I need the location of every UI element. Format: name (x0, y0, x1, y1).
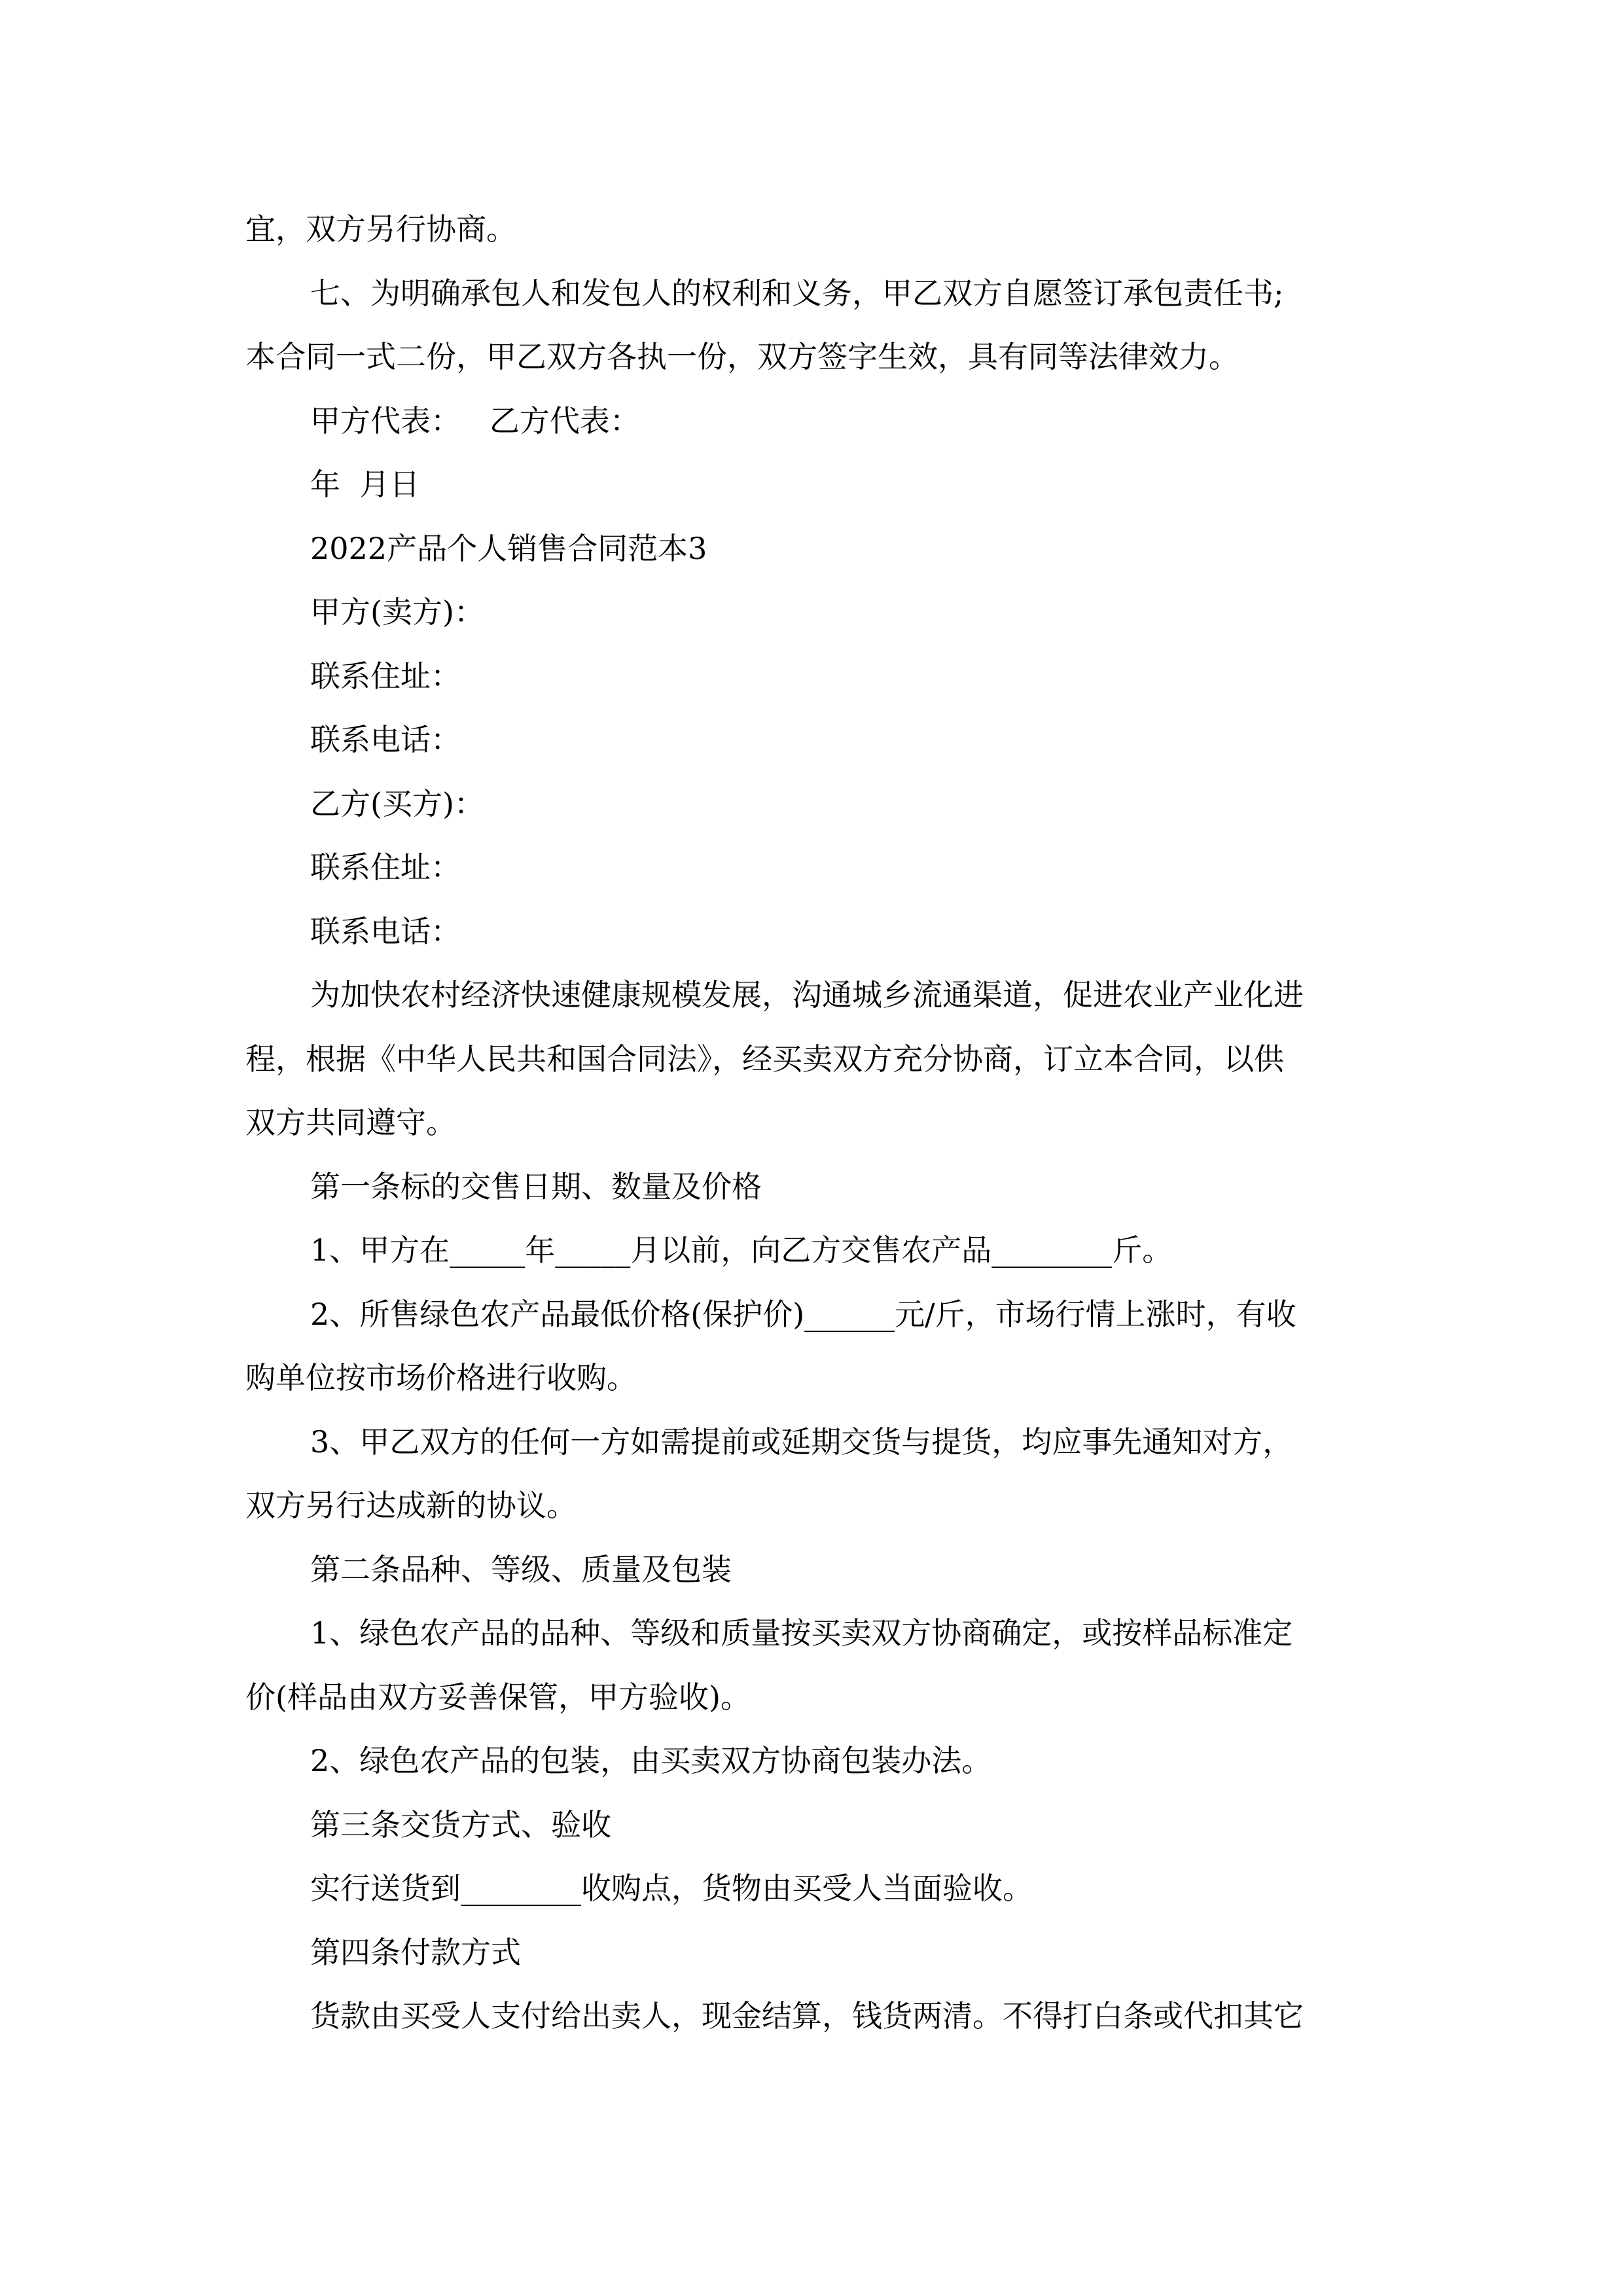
paragraph-line: 2、绿色农产品的包装，由买卖双方协商包装办法。 (310, 1743, 992, 1778)
paragraph-line: 七、为明确承包人和发包人的权利和义务，甲乙双方自愿签订承包责任书; (310, 276, 1284, 311)
paragraph-line: 宜，双方另行协商。 (245, 211, 516, 247)
article-heading: 第二条品种、等级、质量及包装 (310, 1552, 732, 1587)
article-heading: 第三条交货方式、验收 (310, 1807, 611, 1842)
article-heading: 第四条付款方式 (310, 1935, 521, 1970)
party-b-phone-label: 联系电话： (310, 914, 461, 949)
paragraph-line: 程，根据《中华人民共和国合同法》，经买卖双方充分协商，订立本合同，以供 (245, 1041, 1284, 1077)
date-line: 年 月日 (310, 467, 420, 502)
paragraph-line: 双方共同遵守。 (245, 1105, 456, 1140)
paragraph-line: 1、甲方在_____年_____月以前，向乙方交售农产品________斤。 (310, 1232, 1173, 1268)
contract-title: 2022产品个人销售合同范本3 (310, 531, 707, 566)
article-heading: 第一条标的交售日期、数量及价格 (310, 1169, 762, 1204)
paragraph-line: 1、绿色农产品的品种、等级和质量按买卖双方协商确定，或按样品标准定 (310, 1615, 1293, 1651)
paragraph-line: 购单位按市场价格进行收购。 (245, 1360, 637, 1395)
party-a-phone-label: 联系电话： (310, 722, 461, 757)
party-a-address-label: 联系住址： (310, 658, 461, 694)
paragraph-line: 实行送货到________收购点，货物由买受人当面验收。 (310, 1871, 1033, 1906)
party-b-address-label: 联系住址： (310, 850, 461, 885)
paragraph-line: 2、所售绿色农产品最低价格(保护价)______元/斤，市场行情上涨时，有收 (310, 1297, 1296, 1332)
paragraph-line: 3、甲乙双方的任何一方如需提前或延期交货与提货，均应事先通知对方， (310, 1424, 1293, 1460)
paragraph-line: 货款由买受人支付给出卖人，现金结算，钱货两清。不得打白条或代扣其它 (310, 1998, 1304, 2034)
paragraph-line: 为加快农村经济快速健康规模发展，沟通城乡流通渠道，促进农业产业化进 (310, 977, 1304, 1013)
signature-line: 甲方代表： 乙方代表： (310, 403, 640, 439)
paragraph-line: 价(样品由双方妥善保管，甲方验收)。 (245, 1679, 751, 1715)
party-b-label: 乙方(买方)： (310, 786, 484, 821)
paragraph-line: 双方另行达成新的协议。 (245, 1488, 577, 1523)
paragraph-line: 本合同一式二份，甲乙双方各执一份，双方签字生效，具有同等法律效力。 (245, 339, 1239, 374)
party-a-label: 甲方(卖方)： (310, 594, 484, 630)
